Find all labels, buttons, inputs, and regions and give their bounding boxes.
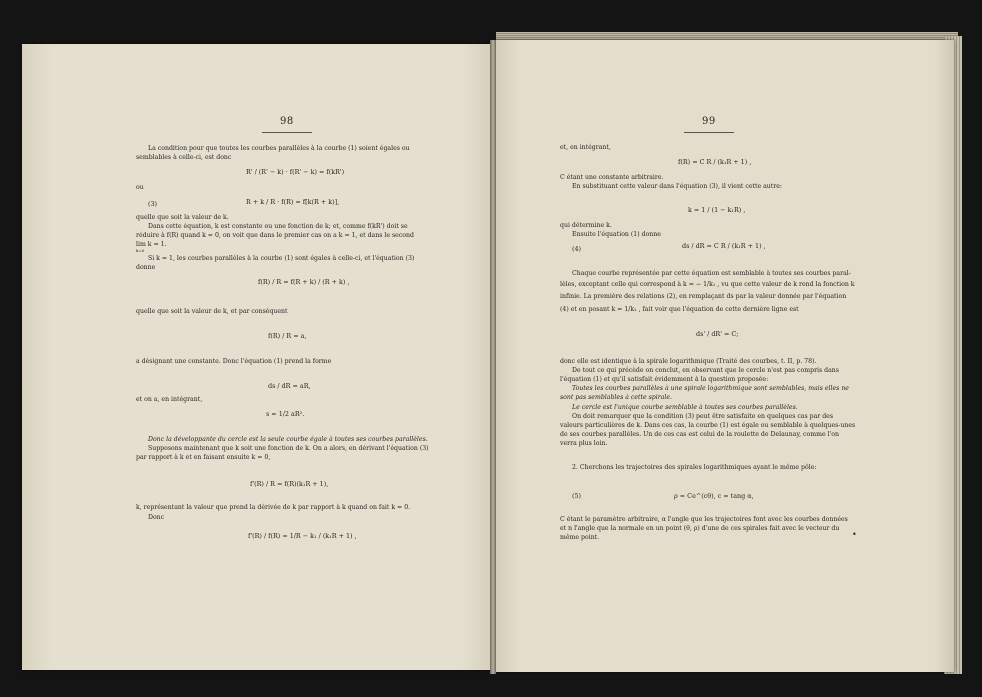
text-line: (4) et en posant k = 1/k₁ , fait voir que l'équation de cette dernière ligne est (560, 306, 799, 313)
text-line: donc elle est identique à la spirale logarithmique (Traité des courbes, t. II, p. 78). (560, 358, 817, 365)
text-line: 2. Cherchons les trajectoires des spirales logarithmiques ayant le même pôle: (572, 464, 817, 471)
text-line: Supposons maintenant que k soit une fonction de k. On a alors, en dérivant l'équation (3) (148, 445, 429, 452)
text-line: infinie. La première des relations (2), en remplaçant ds par la valeur donnée par l'équation (560, 293, 847, 300)
text-line: Chaque courbe représentée par cette équation est semblable à toutes ses courbes paral- (572, 270, 851, 277)
text-line: sont pas semblables à cette spirale. (560, 394, 672, 401)
page-number: 99 (702, 116, 716, 127)
text-line: ou (136, 184, 144, 191)
left-page (22, 44, 492, 670)
text-line: Donc (148, 514, 165, 521)
text-line: k, représentant la valeur que prend la dérivée de k par rapport à k quand on fait k = 0. (136, 504, 411, 511)
equation: R' / (R' − k) · f(R' − k) = f(kR') (246, 168, 345, 176)
right-page (494, 40, 954, 672)
text-line: De tout ce qui précède on conclut, en observant que le cercle n'est pas compris dans (572, 367, 839, 374)
text-line: Si k = 1, les courbes parallèles à la courbe (1) sont égales à celle-ci, et l'équation (3) (148, 255, 415, 262)
equation-number: (3) (148, 200, 158, 208)
text-line: qui détermine k. (560, 222, 612, 229)
text-line: lim k = 1. (136, 241, 167, 248)
text-line: Le cercle est l'unique courbe semblable à toutes ses courbes parallèles. (572, 404, 798, 411)
text-line: semblables à celle-ci, est donc (136, 154, 232, 161)
equation: f(R) = C R / (k₁R + 1) , (678, 158, 752, 166)
text-line: On doit remarquer que la condition (3) peut être satisfaite en quelques cas par des (572, 413, 833, 420)
text-line: C étant le paramètre arbitraire, α l'angle que les trajectoires font avec les courbes données (560, 516, 848, 523)
equation: f(R) / R = a, (268, 332, 307, 340)
text-line: La condition pour que toutes les courbes parallèles à la courbe (1) soient égales ou (148, 145, 410, 152)
limit-subscript: k=0 (136, 248, 145, 253)
equation: k = 1 / (1 − k₁R) , (688, 206, 746, 214)
text-line: quelle que soit la valeur de k. (136, 214, 229, 221)
text-line: En substituant cette valeur dans l'équation (3), il vient cette autre: (572, 183, 782, 190)
equation: f'(R) / R = f(R)(k₁R + 1), (250, 480, 329, 488)
equation: R + k / R · f(R) = f[k(R + k)], (246, 198, 340, 206)
equation: f(R) / R = f(R + k) / (R + k) , (258, 278, 350, 286)
text-line: Donc la développante du cercle est la seule courbe égale à toutes ses courbes parallèles. (148, 436, 428, 443)
book-gutter (490, 40, 496, 674)
page-number-rule (684, 132, 734, 133)
text-line: Dans cette équation, k est constante ou une fonction de k; et, comme f(kR') doit se (148, 223, 408, 230)
text-line: C étant une constante arbitraire. (560, 174, 664, 181)
text-line: de ses courbes parallèles. Un de ces cas est celui de la roulette de Delaunay, comme l'on (560, 431, 840, 438)
text-line: et, en intégrant, (560, 144, 611, 151)
page-number: 98 (280, 116, 294, 127)
text-line: a désignant une constante. Donc l'équation (1) prend la forme (136, 358, 332, 365)
equation: ds / dR = aR, (268, 382, 311, 390)
text-line: quelle que soit la valeur de k, et par conséquent (136, 308, 288, 315)
text-line: lèles, exceptant celle qui correspond à k = − 1/k₁ , vu que cette valeur de k rend la fonction k (560, 281, 855, 288)
equation: ρ = Ce^(cθ), c = tang α, (674, 492, 754, 500)
ink-mark: • (852, 530, 857, 539)
equation: ds' / dR' = C; (696, 330, 739, 338)
text-line: verra plus loin. (560, 440, 608, 447)
text-line: et n l'angle que la normale en un point (θ, ρ) d'une de ces spirales fait avec le vecteur du (560, 525, 840, 532)
text-line: réduire à f(R) quand k = 0, on voit que dans le premier cas on a k = 1, et dans le second (136, 232, 414, 239)
equation-number: (4) (572, 245, 582, 253)
equation: ds / dR = C R / (k₁R + 1) , (682, 242, 766, 250)
text-line: même point. (560, 534, 600, 541)
equation: s = 1/2 aR². (266, 410, 305, 418)
text-line: l'équation (1) et qu'il satisfait évidemment à la question proposée: (560, 376, 769, 383)
text-line: Ensuite l'équation (1) donne (572, 231, 661, 238)
equation-number: (5) (572, 492, 582, 500)
equation: f'(R) / f(R) = 1/R − k₁ / (k₁R + 1) , (248, 532, 357, 540)
text-line: par rapport à k et en faisant ensuite k = 0, (136, 454, 271, 461)
text-line: valeurs particulières de k. Dans ces cas, la courbe (1) est égale ou semblable à quelques-unes (560, 422, 856, 429)
text-line: donne (136, 264, 156, 271)
text-line: et on a, en intégrant, (136, 396, 203, 403)
text-line: Toutes les courbes parallèles à une spirale logarithmique sont semblables, mais elles ne (572, 385, 849, 392)
page-number-rule (262, 132, 312, 133)
